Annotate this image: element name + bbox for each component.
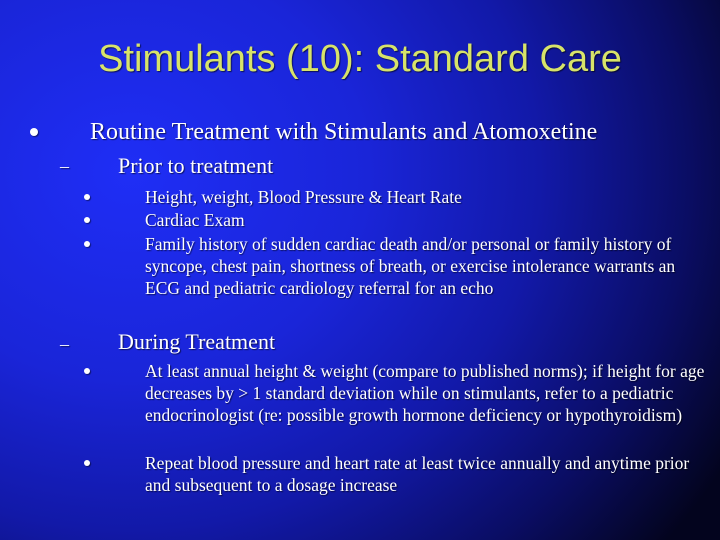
section-heading-prior: Prior to treatment bbox=[118, 153, 274, 178]
list-item: Repeat blood pressure and heart rate at least twice annually and anytime prior and subsequent to a dosage increase bbox=[145, 453, 690, 495]
bullet-icon bbox=[84, 241, 90, 247]
bullet-icon bbox=[84, 217, 90, 223]
dash-bullet: – bbox=[60, 334, 69, 354]
bullet-icon bbox=[84, 368, 90, 374]
bullet-icon bbox=[84, 194, 90, 200]
list-item: Cardiac Exam bbox=[145, 210, 245, 230]
dash-bullet: – bbox=[60, 156, 69, 176]
bullet-icon bbox=[84, 460, 90, 466]
main-point: Routine Treatment with Stimulants and Atomoxetine bbox=[90, 119, 598, 145]
list-item: Family history of sudden cardiac death and/or personal or family history of syncope, chest pain, shortness of breath, or exercise intolerance warrants an ECG and pediatric cardiology referral for an echo bbox=[145, 234, 676, 298]
section-heading-during: During Treatment bbox=[118, 329, 276, 354]
slide-title: Stimulants (10): Standard Care bbox=[98, 38, 622, 80]
bullet-icon bbox=[30, 128, 38, 136]
list-item: At least annual height & weight (compare to published norms); if height for age decreases by > 1 standard deviation while on stimulants, refer to a pediatric endocrinologist (re: possible growth hormone deficiency or hypothyroidism) bbox=[145, 361, 705, 425]
list-item: Height, weight, Blood Pressure & Heart Rate bbox=[145, 187, 462, 207]
